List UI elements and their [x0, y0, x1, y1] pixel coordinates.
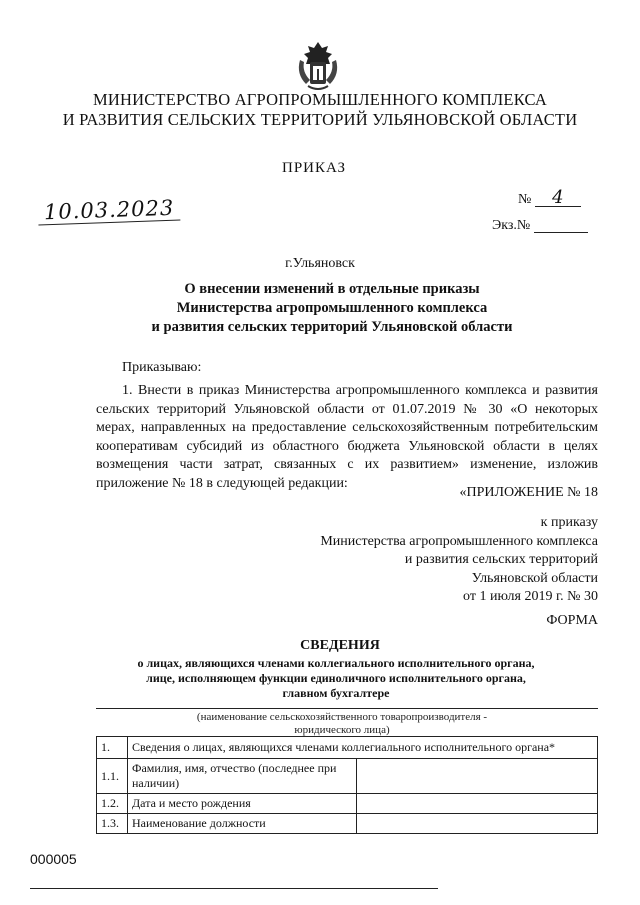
svedenia-subtitle [16, 656, 640, 701]
svedenia-sub-3: главном бухгалтере [282, 686, 390, 700]
bottom-rule [30, 888, 438, 889]
table-row [97, 794, 598, 814]
name-fill-line [96, 708, 598, 709]
subject-line-2: Министерства агропромышленного комплекса [176, 300, 488, 316]
appendix-reference [260, 514, 598, 607]
order-subject [12, 280, 640, 337]
row-number: 1.2. [97, 794, 128, 814]
document-type: ПРИКАЗ [282, 160, 346, 176]
row-number: 1.3. [97, 814, 128, 834]
svedenia-sub-1: о лицах, являющихся членами коллегиального исполнительного органа, [137, 656, 535, 670]
row-text: Наименование должности [128, 814, 357, 834]
appendix-block [300, 484, 598, 503]
handwritten-date: 10.03.2023 [38, 196, 181, 226]
row-text: Фамилия, имя, отчество (последнее при наличии) [128, 759, 357, 794]
caption-line-2: юридического лица) [294, 724, 390, 736]
number-label: № [518, 192, 532, 207]
subject-line-1: О внесении изменений в отдельные приказы [184, 281, 480, 297]
ref-line-4: Ульяновской области [471, 570, 598, 586]
ministry-line-1: МИНИСТЕРСТВО АГРОПРОМЫШЛЕННОГО КОМПЛЕКСА [93, 90, 547, 109]
appendix-title: «ПРИЛОЖЕНИЕ № 18 [459, 485, 598, 500]
svedenia-title: СВЕДЕНИЯ [300, 638, 380, 653]
row-value-cell[interactable] [357, 794, 598, 814]
copy-label: Экз.№ [492, 218, 531, 233]
ref-line-3: и развития сельских территорий [404, 552, 598, 567]
name-caption [22, 711, 640, 737]
subject-line-3: и развития сельских территорий Ульяновской области [151, 319, 513, 335]
row-number: 1. [97, 737, 128, 759]
copy-value [534, 216, 588, 233]
svedenia-sub-2: лице, исполняющем функции единоличного исполнительного органа, [146, 671, 526, 685]
order-word: Приказываю: [122, 360, 202, 375]
number-value: 4 [535, 190, 581, 207]
caption-line-1: (наименование сельскохозяйственного товаропроизводителя - [196, 711, 488, 723]
row-value-cell[interactable] [357, 814, 598, 834]
ministry-line-2: И РАЗВИТИЯ СЕЛЬСКИХ ТЕРРИТОРИЙ УЛЬЯНОВСКОЙ ОБЛАСТИ [62, 110, 578, 129]
city: г.Ульяновск [285, 256, 355, 271]
ref-line-5: от 1 июля 2019 г. № 30 [463, 589, 598, 604]
table-row [97, 814, 598, 834]
document-code: 000005 [30, 851, 77, 867]
table-row [97, 759, 598, 794]
form-label: ФОРМА [546, 613, 598, 628]
order-number [518, 187, 581, 208]
row-text: Дата и место рождения [128, 794, 357, 814]
row-text: Сведения о лицах, являющихся членами коллегиального исполнительного органа* [128, 737, 598, 759]
table-row [97, 737, 598, 759]
ref-line-2: Министерства агропромышленного комплекса [320, 533, 598, 549]
coat-of-arms-emblem [292, 40, 344, 92]
row-number: 1.1. [97, 759, 128, 794]
copy-number [492, 216, 588, 234]
row-value-cell[interactable] [357, 759, 598, 794]
paragraph-1: 1. Внести в приказ Министерства агропромышленного комплекса и развития сельских территорий Ульяновской области от 01.07.2019 № 30 «О некоторых мерах, направленных на предоставление сельскохозяйственным потребительским кооперативам субсидий из областного бюджета Ульяновской области в целях возмещения части затрат, связанных с их развитием» изменение, изложив приложение № 18 в следующей редакции: [96, 383, 598, 491]
svedenia-table [96, 736, 598, 834]
ref-line-1: к приказу [540, 515, 598, 530]
ministry-name [0, 90, 640, 130]
